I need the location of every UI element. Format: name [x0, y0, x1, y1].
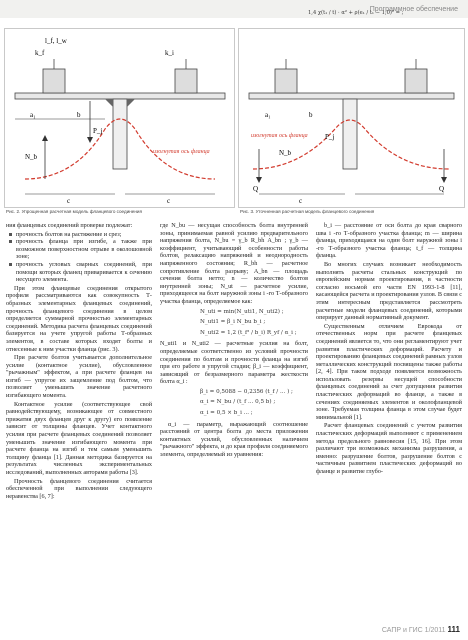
list-item: прочность болтов на растяжение и срез; [16, 231, 152, 239]
label-kf: k_f [35, 49, 45, 57]
paragraph: α_i — параметр, выражающий соотношение расстояний от центра болта до места приложения контактных усилий, обусловленных наличием "рычажного" эффекта, и до края профиля соединяемого элемента, определяемый из уравнения: [160, 420, 308, 459]
label-ki: k_i [165, 49, 174, 57]
formula: β_i = 0,5088 − 0,2356 (t_f / ... ) ; [200, 388, 293, 395]
figure-refined-model [238, 28, 465, 208]
formula: α_i = 0,5 × b_i ... ; [200, 410, 253, 417]
paragraph: При расчете болтов учитывается дополнительное усилие (контактное усилие), обусловленное "рычажным" эффектом, а при расчете фланцев на изгиб — упругое их защемление под болтом, что позволяет уменьшить значение расчетного изгибающего момента. [6, 354, 152, 400]
label-nb: N_b [25, 153, 38, 161]
formula-top: 1,4 χ(t₁ / t) · α² + ρ(e₁ / t₁ − 1,0)² = ; [308, 10, 404, 16]
formula: α_i = N_bu / (t_f ... 0,5 b) ; [200, 399, 276, 406]
paragraph: где N_bu — несущая способность болта внутренней зоны, принимаемая равной усилию предварительного напряжения болта, N_bu = γ_b R_bh A_bn ; γ_b — коэффициент, учитывающий особенности работы болтов, релаксацию напряжений и неоднородность напряженного состояния; R_bh — расчетное сопротивление болта разрыву; A_bn — площадь сечения болта нетто; n — количество болтов внутренней зоны; N_ut — расчетное усилие, приходящееся на болт наружной зоны i -го Т-образного участка фланца, определяемое как: [160, 222, 308, 305]
paragraph: ния фланцевых соединений проверке подлежат: [6, 222, 133, 229]
label-lf-lw: l_f, l_w [45, 37, 67, 45]
label-a1-2: a₁ [265, 111, 271, 119]
paragraph: Существенным отличием Еврокода от отечественных норм при расчете фланцевых соединений является то, что они регламентируют учет развития пластических деформаций. Расчету и проектированию фланцевых соединений рамных узлов металлических конструкций посвящены также работы [2, 4]. При таком подходе появляется возможность использовать резервы несущей способности фланцевых соединений за счет допущения развития пластических деформаций во фланце, а также в сечениях соединяемых элементов и околофланцевой зоне. Требуемая толщина фланца в этом случае будет минимальной [1]. [316, 322, 462, 421]
figure-2-caption: Рис. 3. Уточненная расчетная модель фланцевого соединения [240, 209, 375, 214]
label-b: b [77, 111, 81, 119]
formula: N_uti2 = 1,2 (t_f² / b_i) R_yf / α_i ; [200, 329, 297, 336]
label-b-2: b [309, 111, 313, 119]
figure-2-drawing [239, 29, 464, 207]
paragraph: Расчет фланцевых соединений с учетом развития пластических деформаций выполняют с применением метода предельного равновесия [15, 16]. При этом различают три возможных механизма разрушения, а именно: разрушение болтов, разрушение болтов с частичным развитием пластических деформаций во фланце и развитие глубо- [316, 422, 462, 475]
formula: N_uti1 = β_i N_bu b_i ; [200, 319, 266, 326]
label-q-left: Q [253, 185, 259, 193]
paragraph: N_uti1 и N_uti2 — расчетные усилия на болт, определяемые соответственно из условий прочности соединения по болтам и прочности фланца на изгиб при его работе в упругой стадии; β_i — коэффициент, зависящий от безразмерного параметра жесткости болта α_i : [160, 340, 308, 386]
page-footer [382, 625, 460, 634]
label-c-right: c [167, 197, 171, 205]
label-pj-2: P_j [325, 133, 335, 141]
figure-simplified-model [4, 28, 235, 208]
list-item: прочность угловых сварных соединений, при помощи которых фланец приваривается к сечению несущего элемента. [16, 260, 152, 284]
paragraph: При этом фланцевые соединения открытого профиля рассматриваются как совокупность Т-образных элементарных фланцевых соединений, прочность фланцевого соединения в целом определяется суммарной прочностью элементарных соединений. Методика расчета фланцевых соединений базируется на учете упругой работы Т-образных элементов, в составе которых входят болты и отнесенные к ним участки фланца (рис. 3). [6, 284, 152, 353]
paragraph: Контактное усилие (соответствующее свой равнодействующему, возникающее от совместного прижатия двух фланцев друг к другу) его появление зависит от толщины фланцев. Учет контактного усилия при расчете фланцевых соединений позволяет уменьшить значение изгибающего момента при расчете фланца на изгиб и тем самым уменьшить толщину фланца [1]. Данная методика базируется на результатах численных экспериментальных исследований, выполненных авторами работы [3]. [6, 400, 152, 476]
section-label: Программное обеспечение [369, 6, 458, 13]
paragraph: Во многих случаях возникает необходимость выполнять расчеты стальных конструкций по европейским нормам проектирования, в частности согласно восьмой его части EN 1993-1-8 [11], касающейся расчета и проектирования узлов. В связи с этим интересным представляется рассмотреть расчетные модели фланцевых соединений, которыми оперирует данный нормативный документ. [316, 260, 463, 322]
label-bent-axis: изогнутая ось фланца [153, 149, 210, 155]
label-pj: P_j [93, 127, 103, 135]
journal-name: САПР и ГИС 1/2011 [381, 627, 446, 634]
requirements-list [6, 231, 152, 284]
text-column-1 [6, 222, 152, 501]
label-c-left: c [67, 197, 71, 205]
text-column-3 [316, 222, 462, 477]
label-c-2: c [299, 197, 303, 205]
figure-1-caption: Рис. 2. Упрощенная расчетная модель фланцевого соединения [6, 209, 142, 214]
paragraph: Прочность фланцевого соединения считается обеспеченной при выполнении следующего неравенства [6, 7]: [6, 477, 152, 500]
label-a1: a₁ [30, 111, 36, 119]
label-bent-axis-2: изогнутая ось фланца [251, 133, 308, 139]
label-q-right: Q [439, 185, 445, 193]
label-nb-2: N_b [279, 149, 292, 157]
figure-1-drawing [5, 29, 234, 207]
list-item: прочность фланца при изгибе, а также при возможном поверхностном отрыве в околошовной зоне; [16, 238, 152, 261]
page-number: 111 [447, 625, 460, 634]
paragraph: b_i — расстояние от оси болта до края сварного шва i -го Т-образного участка фланца; m — ширина фланца, приходящаяся на один болт наружной зоны i -го Т-образного участка фланца; t_f — толщина фланца. [316, 222, 462, 260]
text-column-2 [160, 222, 308, 460]
formula: N_uti = min(N_uti1, N_uti2) ; [200, 308, 284, 315]
